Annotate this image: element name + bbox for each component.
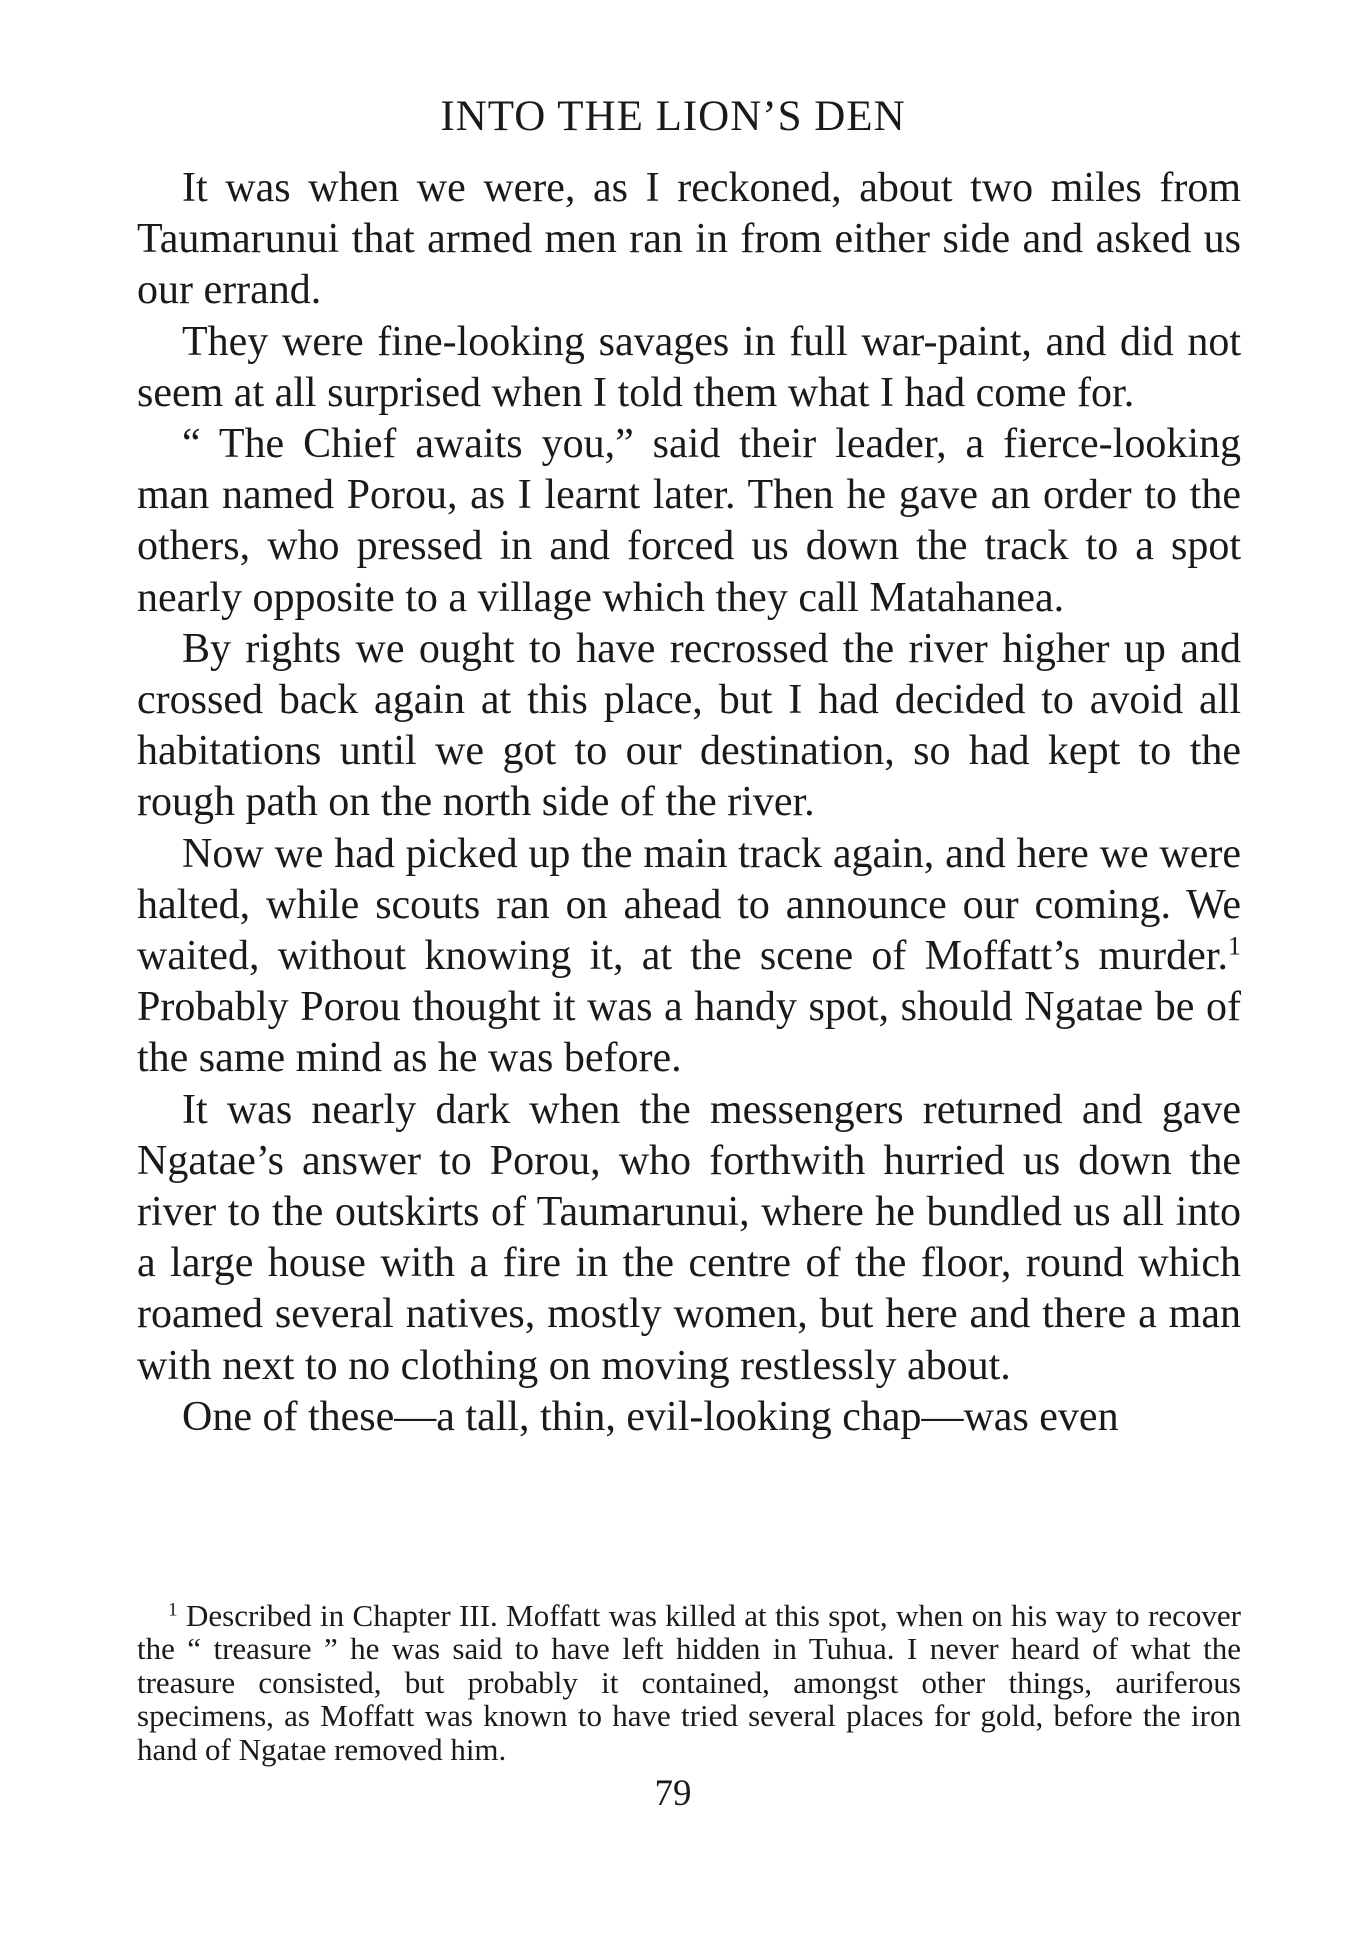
paragraph: It was when we were, as I reckoned, about two miles from Taumarunui that armed men ran in from either side and asked us our errand. — [137, 165, 1241, 314]
paragraph-text: Now we had picked up the main track again, and here we were halted, while scouts ran on ahead to announce our coming. We waited, without knowing it, at the scene of Moffatt’s murder. — [137, 830, 1241, 980]
paragraph: By rights we ought to have recrossed the river higher up and crossed back again at this place, but I had decided to avoid all habitations until we got to our destination, so had kept to the rough path on the north side of the river. — [137, 625, 1241, 826]
paragraph: They were fine-looking savages in full war-paint, and did not seem at all surprised when I told them what I had come for. — [137, 318, 1241, 416]
paragraph: It was nearly dark when the messengers returned and gave Ngatae’s answer to Porou, who forthwith hurried us down the river to the outskirts of Taumarunui, where he bundled us all into a large house with a fire in the centre of the floor, round which roamed several natives, mostly women, but here and there a man with next to no clothing on moving restlessly about. — [137, 1086, 1241, 1389]
paragraph: One of these—a tall, thin, evil-looking chap—was even — [182, 1393, 1119, 1440]
footnote-text: Described in Chapter III. Moffatt was killed at this spot, when on his way to recover the “ treasure ” he was said to have left hidden in Tuhua. I never heard of what the treasure consisted, but probably it contained, amongst other things, auriferous specimens, as Moffatt was known to have tried several places for gold, before the iron hand of Ngatae removed him. — [137, 1598, 1241, 1767]
paragraph-text: Probably Porou thought it was a handy spot, should Ngatae be of the same mind as he was before. — [137, 984, 1241, 1082]
footnote-reference: 1 — [1227, 931, 1241, 961]
footnote-mark: 1 — [168, 1599, 178, 1621]
paragraph: “ The Chief awaits you,” said their leader, a fierce-looking man named Porou, as I learnt later. Then he gave an order to the others, who pressed in and forced us down the track to a spot nearly opposite to a village which they call Matahanea. — [137, 421, 1241, 621]
running-head: INTO THE LION’S DEN — [440, 93, 906, 140]
paragraph — [137, 829, 1241, 1085]
body-text — [137, 163, 1241, 1443]
footnotes — [137, 1599, 1241, 1766]
footnote — [137, 1599, 1241, 1766]
page-number: 79 — [654, 1773, 692, 1814]
